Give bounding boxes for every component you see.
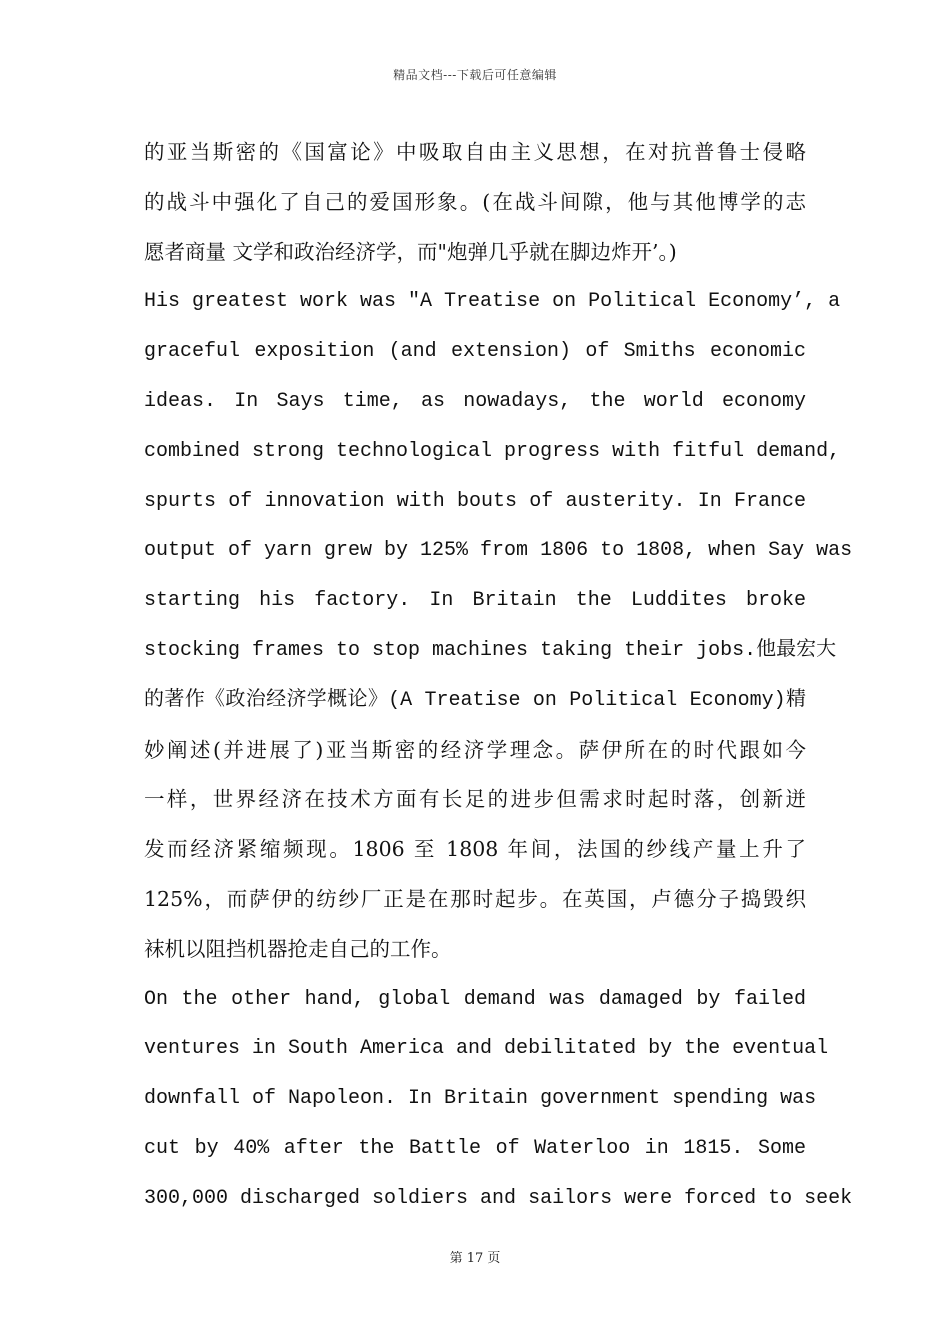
- page-header: 精品文档---下载后可任意编辑: [393, 68, 557, 82]
- text-line: 的著作《政治经济学概论》(A Treatise on Political Economy)精: [144, 688, 806, 712]
- text-line: 的战斗中强化了自己的爱国形象。(在战斗间隙，他与其他博学的志: [144, 189, 806, 214]
- text-line: His greatest work was "A Treatise on Political Economy’, a: [144, 290, 841, 314]
- text-line: graceful exposition (and extension) of Smiths economic: [144, 340, 806, 364]
- text-line: downfall of Napoleon. In Britain government spending was: [144, 1087, 817, 1111]
- text-line: 的亚当斯密的《国富论》中吸取自由主义思想，在对抗普鲁士侵略: [144, 140, 806, 164]
- text-line: starting his factory. In Britain the Luddites broke: [144, 589, 806, 613]
- page-number: 第 17 页: [449, 1251, 501, 1266]
- text-line: combined strong technological progress with fitful demand,: [144, 439, 841, 463]
- text-line: 愿者商量 文学和政治经济学，而"炮弹几乎就在脚边炸开’。): [144, 239, 677, 264]
- text-line: 妙阐述(并进展了)亚当斯密的经济学理念。萨伊所在的时代跟如今: [144, 737, 806, 762]
- document-body: [144, 128, 853, 1224]
- text-line: 袜机以阻挡机器抢走自己的工作。: [144, 936, 452, 961]
- text-line: ventures in South America and debilitated by the eventual: [144, 1037, 829, 1061]
- text-line: stocking frames to stop machines taking their jobs.他最宏大: [144, 638, 837, 662]
- text-line: On the other hand, global demand was damaged by failed: [144, 987, 806, 1011]
- text-line: ideas. In Says time, as nowadays, the world economy: [144, 389, 806, 413]
- text-line: 发而经济紧缩频现。1806 至 1808 年间，法国的纱线产量上升了: [144, 837, 806, 862]
- text-line: spurts of innovation with bouts of austerity. In France: [144, 489, 806, 513]
- text-line: 125%，而萨伊的纺纱厂正是在那时起步。在英国，卢德分子捣毁织: [144, 886, 806, 911]
- text-line: cut by 40% after the Battle of Waterloo in 1815. Some: [144, 1136, 806, 1160]
- text-line: 一样，世界经济在技术方面有长足的进步但需求时起时落，创新迸: [144, 787, 806, 812]
- text-line: output of yarn grew by 125% from 1806 to 1808, when Say was: [144, 539, 853, 563]
- text-line: 300,000 discharged soldiers and sailors were forced to seek: [144, 1186, 853, 1210]
